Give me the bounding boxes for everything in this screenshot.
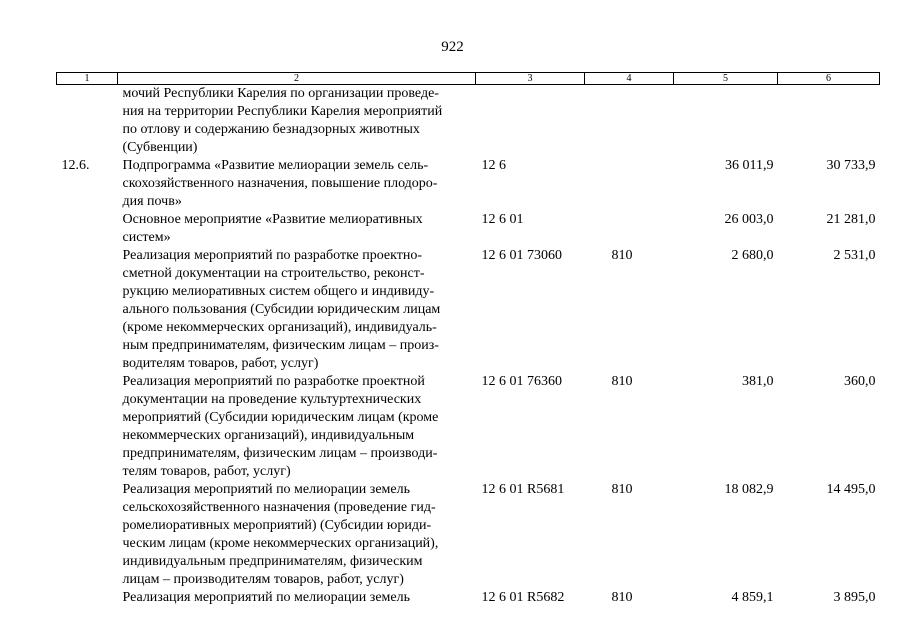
description-line: Реализация мероприятий по разработке проектной bbox=[122, 374, 425, 389]
description-line: мероприятий (Субсидии юридическим лицам (кроме bbox=[122, 410, 439, 425]
column-header-2: 2 bbox=[118, 73, 476, 85]
row-sum-col6: 2 531,0 bbox=[833, 248, 876, 263]
description-line: индивидуальным предпринимателям, физическим bbox=[122, 554, 423, 569]
row-sum-col6: 21 281,0 bbox=[826, 212, 876, 227]
table-row bbox=[57, 481, 880, 589]
description-line: систем» bbox=[122, 230, 171, 245]
page-number: 922 bbox=[441, 39, 464, 55]
row-expense-type bbox=[585, 157, 674, 211]
column-header-4: 4 bbox=[585, 73, 674, 85]
budget-table bbox=[56, 72, 880, 607]
description-line: по отлову и содержанию безнадзорных животных bbox=[122, 122, 420, 137]
table-body bbox=[57, 85, 880, 608]
row-code bbox=[476, 85, 585, 158]
column-header-1: 1 bbox=[57, 73, 118, 85]
row-number bbox=[57, 589, 118, 607]
row-description bbox=[118, 589, 476, 607]
row-sum-col5: 4 859,1 bbox=[731, 590, 774, 605]
row-number bbox=[57, 247, 118, 373]
column-header-5: 5 bbox=[674, 73, 778, 85]
row-code: 12 6 01 R5682 bbox=[481, 590, 565, 605]
description-line: телям товаров, работ, услуг) bbox=[122, 464, 291, 479]
description-line: сметной документации на строительство, реконст- bbox=[122, 266, 425, 281]
row-sum-col5: 18 082,9 bbox=[724, 482, 774, 497]
row-code: 12 6 01 bbox=[481, 212, 524, 227]
row-sum-col5: 36 011,9 bbox=[725, 158, 774, 173]
description-line: скохозяйственного назначения, повышение плодоро- bbox=[122, 176, 438, 191]
description-line: Подпрограмма «Развитие мелиорации земель сель- bbox=[122, 158, 429, 173]
row-expense-type bbox=[585, 211, 674, 247]
row-description bbox=[118, 157, 476, 211]
description-line: предпринимателям, физическим лицам – производи- bbox=[122, 446, 438, 461]
description-line: ромелиоративных мероприятий) (Субсидии юриди- bbox=[122, 518, 432, 533]
row-sum-col6: 14 495,0 bbox=[826, 482, 876, 497]
row-number bbox=[57, 373, 118, 481]
row-code: 12 6 bbox=[481, 158, 506, 173]
row-description bbox=[118, 247, 476, 373]
row-expense-type bbox=[585, 85, 674, 158]
row-expense-type: 810 bbox=[611, 590, 633, 605]
row-sum-col5: 381,0 bbox=[742, 374, 774, 389]
row-sum-col6: 30 733,9 bbox=[826, 158, 876, 173]
row-sum-col6: 360,0 bbox=[844, 374, 876, 389]
description-line: водителям товаров, работ, услуг) bbox=[122, 356, 319, 371]
row-code: 12 6 01 R5681 bbox=[481, 482, 565, 497]
row-number bbox=[57, 211, 118, 247]
table-row bbox=[57, 211, 880, 247]
row-description bbox=[118, 481, 476, 589]
description-line: ческим лицам (кроме некоммерческих организаций), bbox=[122, 536, 439, 551]
row-sum-col6: 3 895,0 bbox=[833, 590, 876, 605]
description-line: дия почв» bbox=[122, 194, 182, 209]
description-line: некоммерческих организаций), индивидуальным bbox=[122, 428, 415, 443]
row-sum-col5: 2 680,0 bbox=[731, 248, 774, 263]
description-line: ния на территории Республики Карелия мероприятий bbox=[122, 104, 443, 119]
description-line: (Субвенции) bbox=[122, 140, 198, 155]
table-row bbox=[57, 85, 880, 158]
row-code: 12 6 01 76360 bbox=[481, 374, 562, 389]
description-line: Основное мероприятие «Развитие мелиоративных bbox=[122, 212, 423, 227]
description-line: Реализация мероприятий по разработке проектно- bbox=[122, 248, 423, 263]
row-expense-type: 810 bbox=[611, 482, 633, 497]
row-description bbox=[118, 211, 476, 247]
row-expense-type: 810 bbox=[611, 248, 633, 263]
row-number: 12.6. bbox=[61, 158, 90, 173]
description-line: рукцию мелиоративных систем общего и индивиду- bbox=[122, 284, 435, 299]
description-line: Реализация мероприятий по мелиорации земель bbox=[122, 590, 410, 605]
table-row bbox=[57, 247, 880, 373]
row-description bbox=[118, 373, 476, 481]
row-number bbox=[57, 85, 118, 158]
row-description bbox=[118, 85, 476, 158]
row-code: 12 6 01 73060 bbox=[481, 248, 562, 263]
row-sum-col5: 26 003,0 bbox=[724, 212, 774, 227]
table-row bbox=[57, 373, 880, 481]
description-line: Реализация мероприятий по мелиорации земель bbox=[122, 482, 410, 497]
description-line: ального пользования (Субсидии юридическим лицам bbox=[122, 302, 441, 317]
row-number bbox=[57, 481, 118, 589]
row-sum-col6 bbox=[778, 85, 880, 158]
table-header bbox=[57, 73, 880, 85]
row-sum-col5 bbox=[674, 85, 778, 158]
table-row bbox=[57, 157, 880, 211]
description-line: сельскохозяйственного назначения (проведение гид- bbox=[122, 500, 436, 515]
column-header-3: 3 bbox=[476, 73, 585, 85]
column-header-6: 6 bbox=[778, 73, 880, 85]
description-line: (кроме некоммерческих организаций), индивидуаль- bbox=[122, 320, 437, 335]
description-line: мочий Республики Карелия по организации проведе- bbox=[122, 86, 439, 101]
description-line: ным предпринимателям, физическим лицам – произ- bbox=[122, 338, 439, 353]
table-row bbox=[57, 589, 880, 607]
description-line: лицам – производителям товаров, работ, услуг) bbox=[122, 572, 404, 587]
description-line: документации на проведение культуртехнических bbox=[122, 392, 422, 407]
row-expense-type: 810 bbox=[611, 374, 633, 389]
header-row bbox=[57, 73, 880, 85]
